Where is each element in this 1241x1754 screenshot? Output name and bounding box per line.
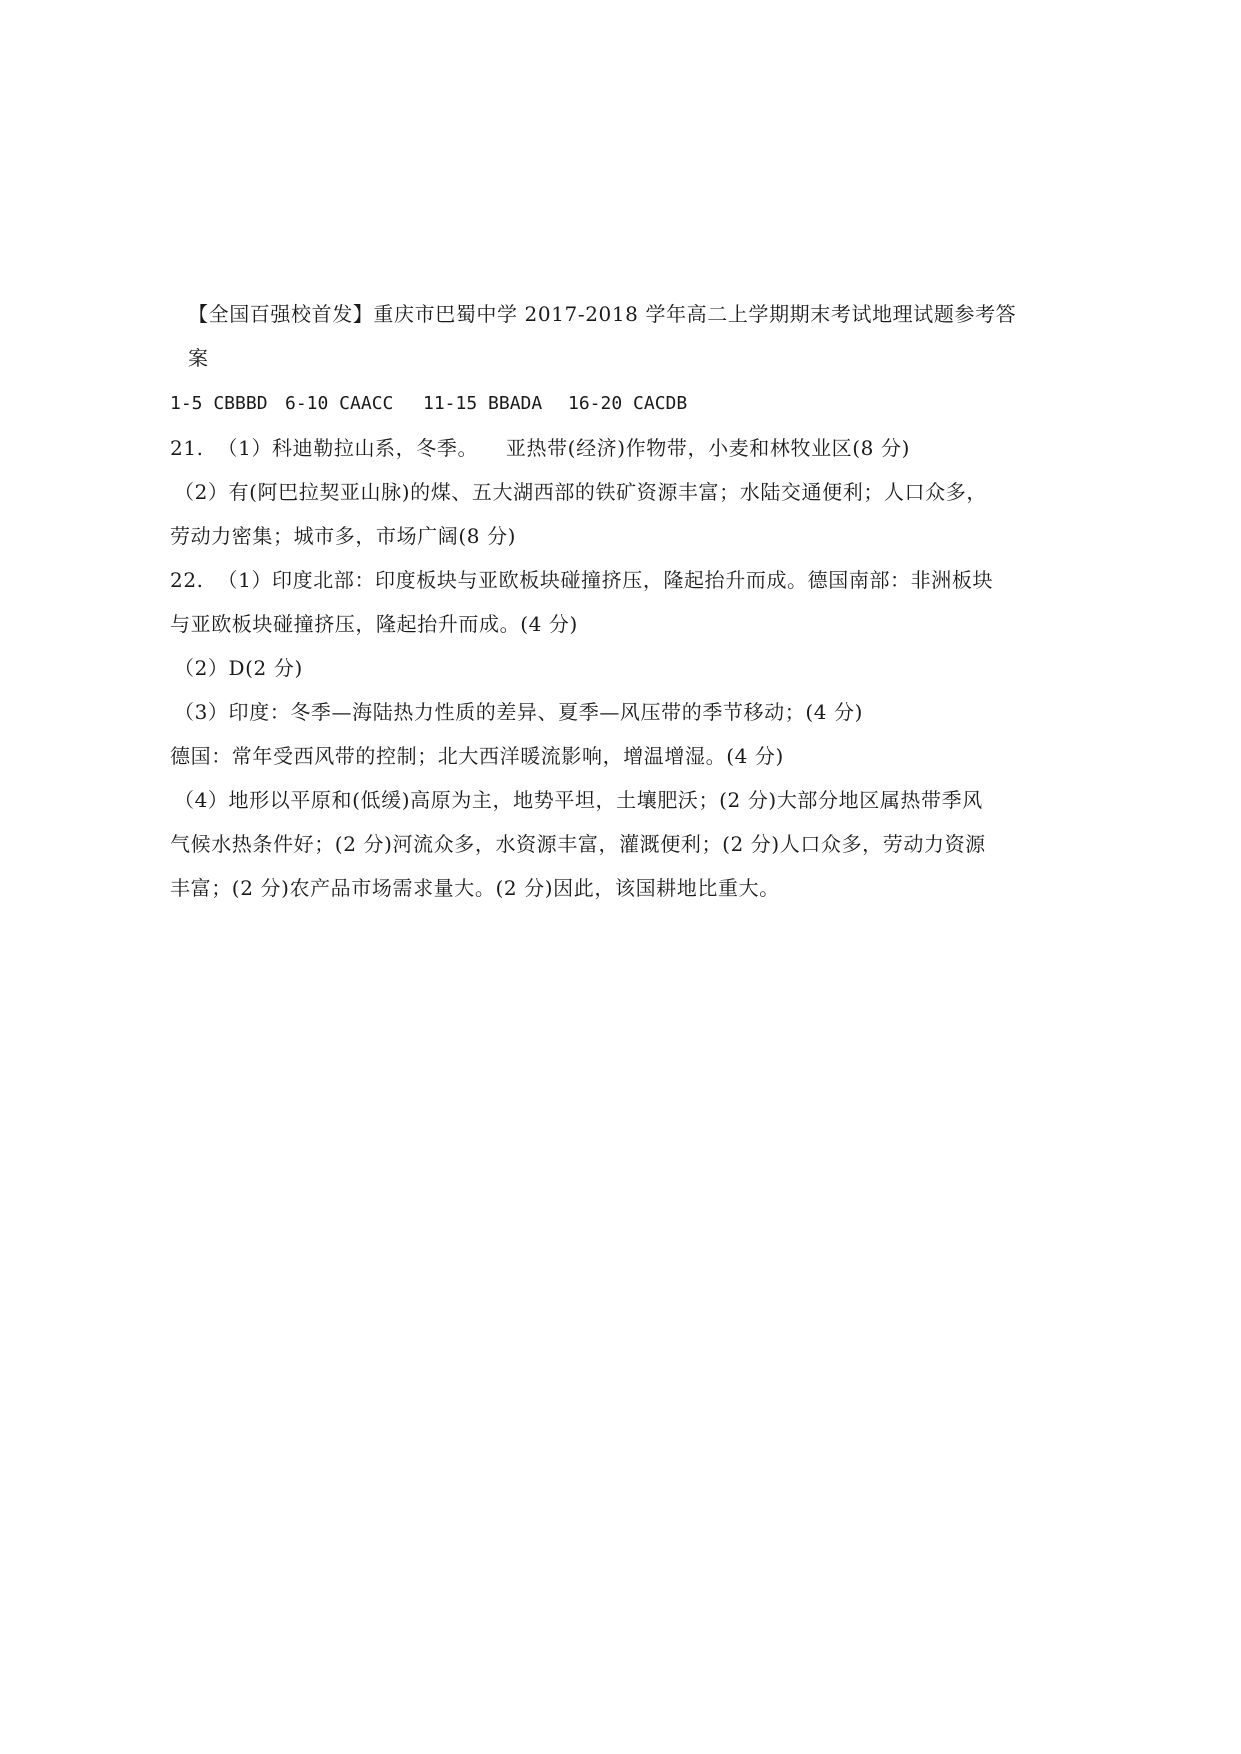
q21-part1: 21. （1）科迪勒拉山系，冬季。 亚热带(经济)作物带，小麦和林牧业区(8 分) [170, 436, 910, 460]
q22-part4-line1: （4）地形以平原和(低缓)高原为主，地势平坦，土壤肥沃；(2 分)大部分地区属热带季风 [174, 788, 983, 812]
mc-answer-11-15: 11-15 BBADA [423, 393, 543, 414]
mc-answer-1-5: 1-5 CBBBD [170, 393, 268, 414]
q22-part1-line2: 与亚欧板块碰撞挤压，隆起抬升而成。(4 分) [170, 612, 578, 636]
q22-part3-line1: （3）印度：冬季—海陆热力性质的差异、夏季—风压带的季节移动；(4 分) [174, 700, 864, 724]
q21-part2-line1: （2）有(阿巴拉契亚山脉)的煤、五大湖西部的铁矿资源丰富；水陆交通便利；人口众多， [174, 480, 987, 504]
q22-part2: （2）D(2 分) [174, 656, 303, 680]
q22-part4-line3: 丰富；(2 分)农产品市场需求量大。(2 分)因此，该国耕地比重大。 [170, 876, 780, 900]
mc-answer-16-20: 16-20 CACDB [568, 393, 688, 414]
document-title: 【全国百强校首发】重庆市巴蜀中学 2017-2018 学年高二上学期期末考试地理试题参考答 [188, 302, 1017, 326]
q22-part1-line1: 22. （1）印度北部：印度板块与亚欧板块碰撞挤压，隆起抬升而成。德国南部：非洲板块 [170, 568, 994, 592]
q22-part3-line2: 德国：常年受西风带的控制；北大西洋暖流影响，增温增湿。(4 分) [170, 744, 784, 768]
document-title-continued: 案 [188, 346, 209, 370]
q21-part2-line2: 劳动力密集；城市多，市场广阔(8 分) [170, 524, 517, 548]
mc-answer-6-10: 6-10 CAACC [285, 393, 394, 414]
q22-part4-line2: 气候水热条件好；(2 分)河流众多，水资源丰富，灌溉便利；(2 分)人口众多，劳动力资源 [170, 832, 986, 856]
